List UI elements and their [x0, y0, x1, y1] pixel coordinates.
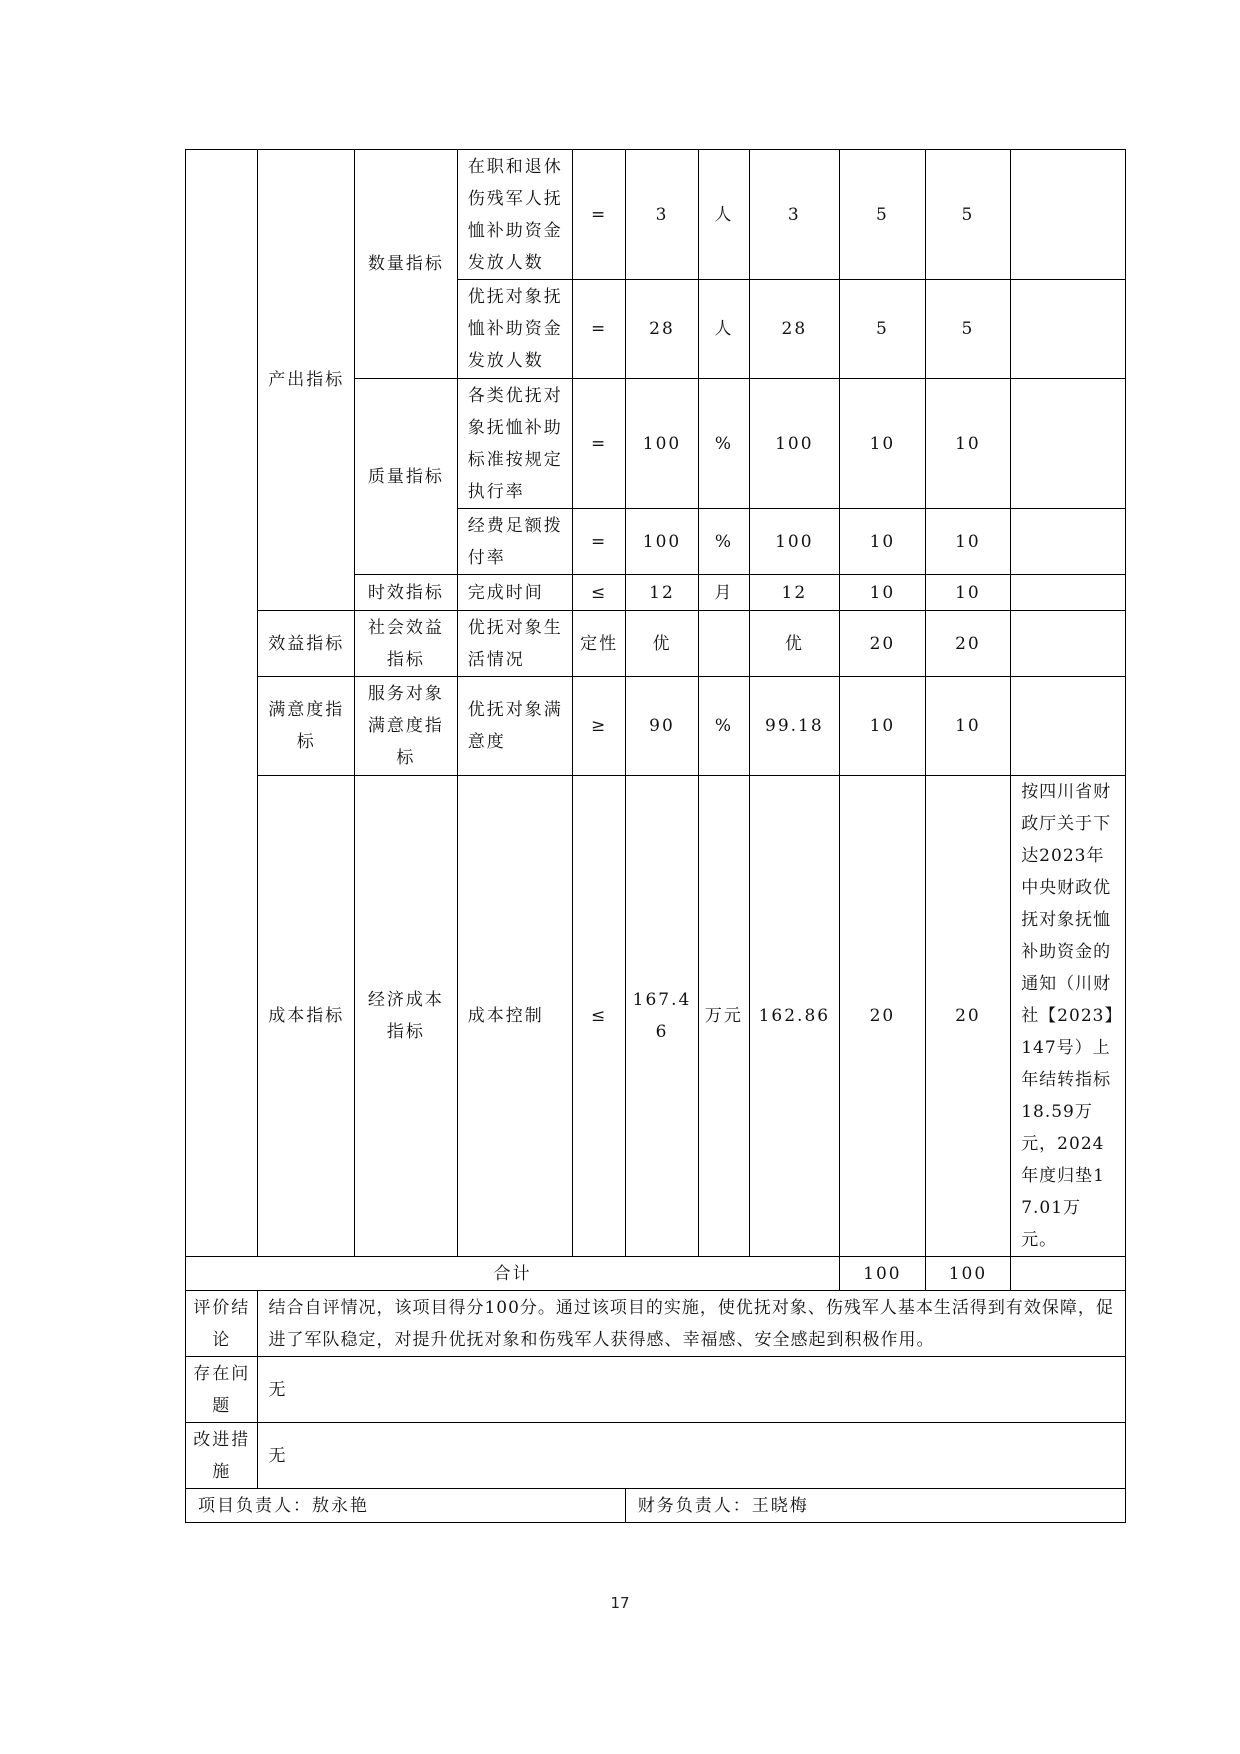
- weight: 20: [840, 611, 926, 677]
- weight: 5: [840, 280, 926, 379]
- level3-indicator: 服务对象满意度指标: [355, 677, 458, 776]
- target-value: 100: [625, 509, 698, 575]
- measures-text: 无: [258, 1423, 1126, 1489]
- unit: 月: [699, 575, 749, 611]
- actual-value: 3: [749, 150, 840, 280]
- weight: 10: [840, 509, 926, 575]
- remark: [1011, 575, 1126, 611]
- target-value: 100: [625, 379, 698, 509]
- operator: =: [573, 150, 625, 280]
- weight: 10: [840, 575, 926, 611]
- operator: ≤: [573, 776, 625, 1257]
- remark: [1011, 150, 1126, 280]
- score: 10: [925, 379, 1011, 509]
- signature-row: [186, 1489, 1126, 1523]
- measures-row: [186, 1423, 1126, 1489]
- target-value: 167.46: [625, 776, 698, 1257]
- total-row: [186, 1257, 1126, 1291]
- score: 10: [925, 677, 1011, 776]
- remark: [1011, 611, 1126, 677]
- score: 10: [925, 575, 1011, 611]
- table-row: [186, 611, 1126, 677]
- indicator-name: 在职和退休伤残军人抚恤补助资金发放人数: [457, 150, 573, 280]
- total-remark: [1011, 1257, 1126, 1291]
- operator: =: [573, 509, 625, 575]
- actual-value: 优: [749, 611, 840, 677]
- score: 20: [925, 611, 1011, 677]
- actual-value: 12: [749, 575, 840, 611]
- level2-indicator: 效益指标: [258, 611, 355, 677]
- unit: %: [699, 677, 749, 776]
- target-value: 90: [625, 677, 698, 776]
- indicator-name: 成本控制: [457, 776, 573, 1257]
- level3-indicator: 质量指标: [355, 379, 458, 575]
- operator: =: [573, 379, 625, 509]
- level1-indicator-cell: [186, 150, 258, 1257]
- indicator-name: 优抚对象满意度: [457, 677, 573, 776]
- remark: [1011, 509, 1126, 575]
- indicator-name: 优抚对象生活情况: [457, 611, 573, 677]
- total-weight: 100: [840, 1257, 926, 1291]
- remark: [1011, 379, 1126, 509]
- level3-indicator: 社会效益指标: [355, 611, 458, 677]
- page-number: 17: [610, 1594, 630, 1612]
- problems-label: 存在问题: [186, 1357, 258, 1423]
- remark: 按四川省财政厅关于下达2023年中央财政优抚对象抚恤补助资金的通知（川财社【2023】147号）上年结转指标18.59万元，2024年度归垫17.01万元。: [1011, 776, 1126, 1257]
- level2-indicator: 产出指标: [258, 150, 355, 611]
- level3-indicator: 经济成本指标: [355, 776, 458, 1257]
- operator: =: [573, 280, 625, 379]
- indicator-name: 经费足额拨付率: [457, 509, 573, 575]
- actual-value: 100: [749, 509, 840, 575]
- evaluation-label: 评价结论: [186, 1291, 258, 1357]
- performance-indicator-table: [185, 149, 1126, 1523]
- evaluation-text: 结合自评情况，该项目得分100分。通过该项目的实施，使优抚对象、伤残军人基本生活得到有效保障，促进了军队稳定，对提升优抚对象和伤残军人获得感、幸福感、安全感起到积极作用。: [258, 1291, 1126, 1357]
- operator: 定性: [573, 611, 625, 677]
- level3-indicator: 时效指标: [355, 575, 458, 611]
- weight: 20: [840, 776, 926, 1257]
- operator: ≥: [573, 677, 625, 776]
- level2-indicator: 成本指标: [258, 776, 355, 1257]
- actual-value: 100: [749, 379, 840, 509]
- target-value: 优: [625, 611, 698, 677]
- score: 20: [925, 776, 1011, 1257]
- measures-label: 改进措施: [186, 1423, 258, 1489]
- score: 5: [925, 280, 1011, 379]
- project-lead: 项目负责人：敖永艳: [186, 1489, 626, 1523]
- unit: %: [699, 379, 749, 509]
- actual-value: 99.18: [749, 677, 840, 776]
- total-label: 合计: [186, 1257, 840, 1291]
- indicator-name: 各类优抚对象抚恤补助标准按规定执行率: [457, 379, 573, 509]
- table-row: [186, 150, 1126, 280]
- weight: 10: [840, 379, 926, 509]
- indicator-name: 优抚对象抚恤补助资金发放人数: [457, 280, 573, 379]
- remark: [1011, 677, 1126, 776]
- weight: 10: [840, 677, 926, 776]
- actual-value: 28: [749, 280, 840, 379]
- problems-row: [186, 1357, 1126, 1423]
- target-value: 3: [625, 150, 698, 280]
- table-row: [186, 776, 1126, 1257]
- indicator-name: 完成时间: [457, 575, 573, 611]
- evaluation-row: [186, 1291, 1126, 1357]
- target-value: 28: [625, 280, 698, 379]
- unit: 人: [699, 280, 749, 379]
- table-row: [186, 677, 1126, 776]
- weight: 5: [840, 150, 926, 280]
- score: 5: [925, 150, 1011, 280]
- remark: [1011, 280, 1126, 379]
- unit: 人: [699, 150, 749, 280]
- unit: %: [699, 509, 749, 575]
- problems-text: 无: [258, 1357, 1126, 1423]
- level2-indicator: 满意度指标: [258, 677, 355, 776]
- total-score: 100: [925, 1257, 1011, 1291]
- score: 10: [925, 509, 1011, 575]
- operator: ≤: [573, 575, 625, 611]
- level3-indicator: 数量指标: [355, 150, 458, 379]
- actual-value: 162.86: [749, 776, 840, 1257]
- finance-lead: 财务负责人：王晓梅: [625, 1489, 1125, 1523]
- unit: [699, 611, 749, 677]
- target-value: 12: [625, 575, 698, 611]
- unit: 万元: [699, 776, 749, 1257]
